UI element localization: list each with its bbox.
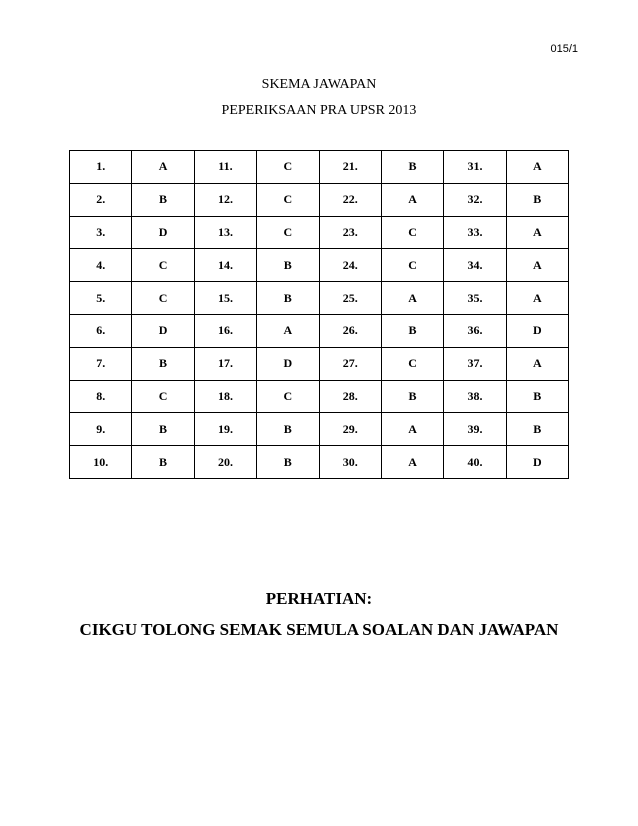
question-number-cell: 14. [194,249,256,282]
question-number-cell: 38. [444,380,506,413]
answer-table-body [70,151,569,479]
question-number-cell: 23. [319,216,381,249]
answer-cell: B [132,413,194,446]
answer-cell: A [132,151,194,184]
question-number-cell: 36. [444,314,506,347]
answer-cell: C [132,282,194,315]
question-number-cell: 21. [319,151,381,184]
question-number-cell: 7. [70,347,132,380]
question-number-cell: 9. [70,413,132,446]
table-row [70,446,569,479]
answer-cell: B [506,413,568,446]
table-row [70,249,569,282]
table-row [70,183,569,216]
page-title: SKEMA JAWAPAN [261,77,377,92]
question-number-cell: 3. [70,216,132,249]
table-row [70,151,569,184]
notice-body: CIKGU TOLONG SEMAK SEMULA SOALAN DAN JAWAPAN [79,620,559,639]
question-number-cell: 18. [194,380,256,413]
table-row [70,380,569,413]
answer-cell: D [506,314,568,347]
question-number-cell: 19. [194,413,256,446]
page-subtitle: PEPERIKSAAN PRA UPSR 2013 [221,103,417,118]
question-number-cell: 32. [444,183,506,216]
question-number-cell: 16. [194,314,256,347]
answer-cell: D [506,446,568,479]
answer-cell: C [381,347,443,380]
question-number-cell: 6. [70,314,132,347]
answer-cell: A [506,249,568,282]
question-number-cell: 40. [444,446,506,479]
question-number-cell: 26. [319,314,381,347]
answer-cell: B [381,380,443,413]
answer-cell: A [381,183,443,216]
question-number-cell: 12. [194,183,256,216]
question-number-cell: 1. [70,151,132,184]
answer-cell: B [132,183,194,216]
question-number-cell: 20. [194,446,256,479]
question-number-cell: 11. [194,151,256,184]
answer-cell: B [132,347,194,380]
answer-cell: A [506,216,568,249]
answer-cell: B [257,413,319,446]
answer-cell: A [506,151,568,184]
question-number-cell: 24. [319,249,381,282]
question-number-cell: 22. [319,183,381,216]
answer-cell: A [381,446,443,479]
answer-cell: B [132,446,194,479]
table-row [70,314,569,347]
question-number-cell: 2. [70,183,132,216]
question-number-cell: 15. [194,282,256,315]
question-number-cell: 10. [70,446,132,479]
page-code: 015/1 [550,43,578,55]
answer-cell: C [381,216,443,249]
answer-cell: A [506,282,568,315]
table-row [70,413,569,446]
question-number-cell: 39. [444,413,506,446]
answer-cell: A [381,282,443,315]
answer-cell: A [381,413,443,446]
answer-cell: B [381,151,443,184]
answer-cell: A [257,314,319,347]
answer-cell: B [257,249,319,282]
answer-table [69,150,569,479]
answer-cell: B [506,380,568,413]
answer-cell: D [132,314,194,347]
question-number-cell: 35. [444,282,506,315]
question-number-cell: 31. [444,151,506,184]
question-number-cell: 28. [319,380,381,413]
question-number-cell: 30. [319,446,381,479]
answer-cell: C [132,380,194,413]
table-row [70,347,569,380]
question-number-cell: 25. [319,282,381,315]
answer-cell: B [257,282,319,315]
question-number-cell: 37. [444,347,506,380]
answer-cell: B [506,183,568,216]
answer-cell: C [257,183,319,216]
answer-cell: D [132,216,194,249]
question-number-cell: 34. [444,249,506,282]
question-number-cell: 8. [70,380,132,413]
table-row [70,216,569,249]
question-number-cell: 27. [319,347,381,380]
answer-cell: B [257,446,319,479]
question-number-cell: 4. [70,249,132,282]
answer-cell: A [506,347,568,380]
question-number-cell: 33. [444,216,506,249]
answer-cell: B [381,314,443,347]
answer-cell: D [257,347,319,380]
table-row [70,282,569,315]
answer-cell: C [381,249,443,282]
answer-cell: C [257,380,319,413]
answer-cell: C [132,249,194,282]
answer-cell: C [257,216,319,249]
question-number-cell: 13. [194,216,256,249]
question-number-cell: 17. [194,347,256,380]
notice-title: PERHATIAN: [265,589,373,608]
question-number-cell: 29. [319,413,381,446]
question-number-cell: 5. [70,282,132,315]
answer-cell: C [257,151,319,184]
